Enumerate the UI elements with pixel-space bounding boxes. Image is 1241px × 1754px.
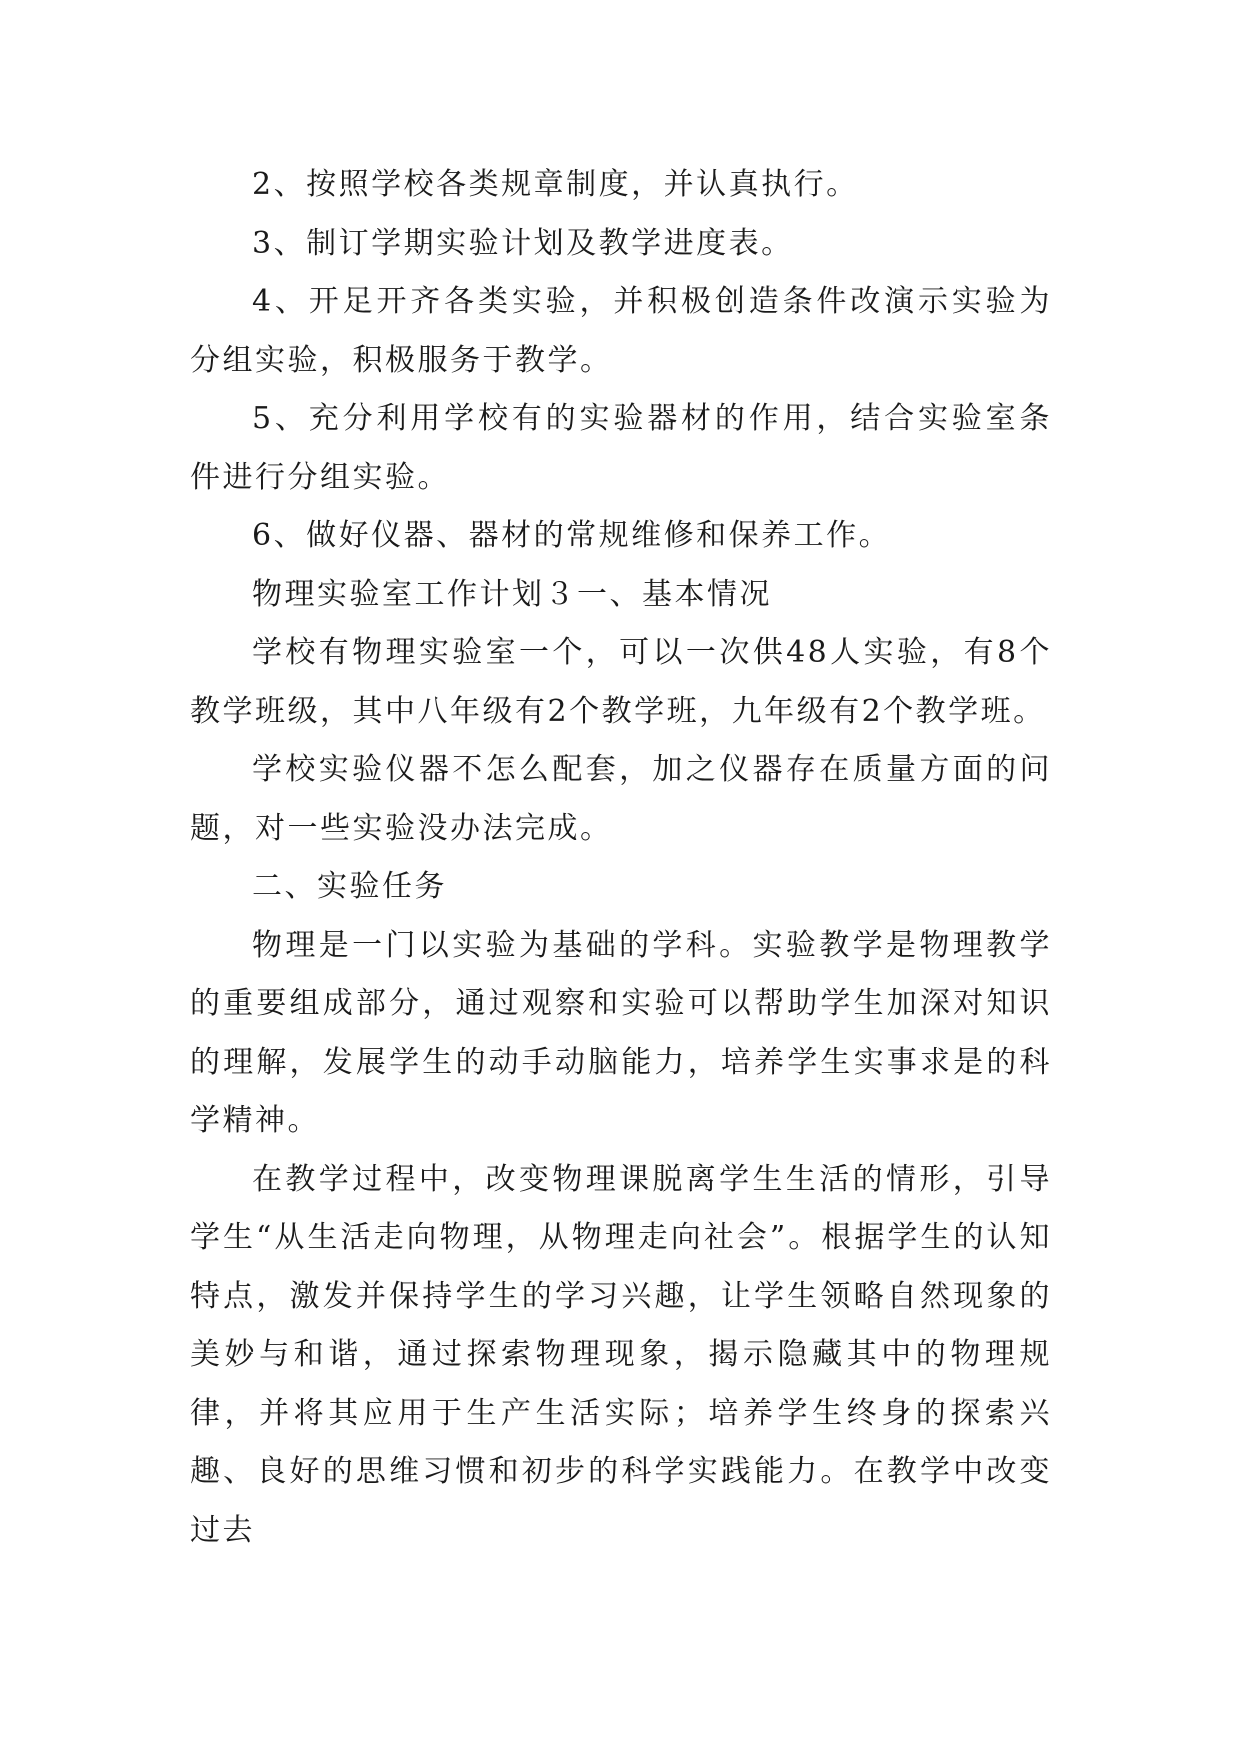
paragraph-teaching-process: 在教学过程中，改变物理课脱离学生生活的情形，引导学生“从生活走向物理，从物理走向社会”。根据学生的认知特点，激发并保持学生的学习兴趣，让学生领略自然现象的美妙与和谐，通过探索物理现象，揭示隐藏其中的物理规律，并将其应用于生产生活实际；培养学生终身的探索兴趣、良好的思维习惯和初步的科学实践能力。在教学中改变过去	[190, 1161, 1052, 1548]
paragraph-item-6: 6、做好仪器、器材的常规维修和保养工作。	[252, 518, 892, 553]
document-body	[190, 156, 1052, 1560]
paragraph-physics-experiment-basis: 物理是一门以实验为基础的学科。实验教学是物理教学的重要组成部分，通过观察和实验可以帮助学生加深对知识的理解，发展学生的动手动脑能力，培养学生实事求是的科学精神。	[190, 927, 1052, 1138]
paragraph-item-3: 3、制订学期实验计划及教学进度表。	[252, 225, 794, 261]
section-heading-experiment-tasks: 二、实验任务	[252, 869, 447, 904]
paragraph-equipment-issues: 学校实验仪器不怎么配套，加之仪器存在质量方面的问题，对一些实验没办法完成。	[190, 752, 1052, 846]
paragraph-item-2: 2、按照学校各类规章制度，并认真执行。	[252, 167, 859, 202]
paragraph-lab-overview: 学校有物理实验室一个，可以一次供48人实验，有8个教学班级，其中八年级有2个教学班，九年级有2个教学班。	[190, 635, 1052, 729]
paragraph-item-5: 5、充分利用学校有的实验器材的作用，结合实验室条件进行分组实验。	[190, 401, 1052, 495]
paragraph-item-4: 4、开足开齐各类实验，并积极创造条件改演示实验为分组实验，积极服务于教学。	[190, 284, 1052, 378]
section-heading-basic-situation: 物理实验室工作计划３一、基本情况	[252, 576, 772, 612]
